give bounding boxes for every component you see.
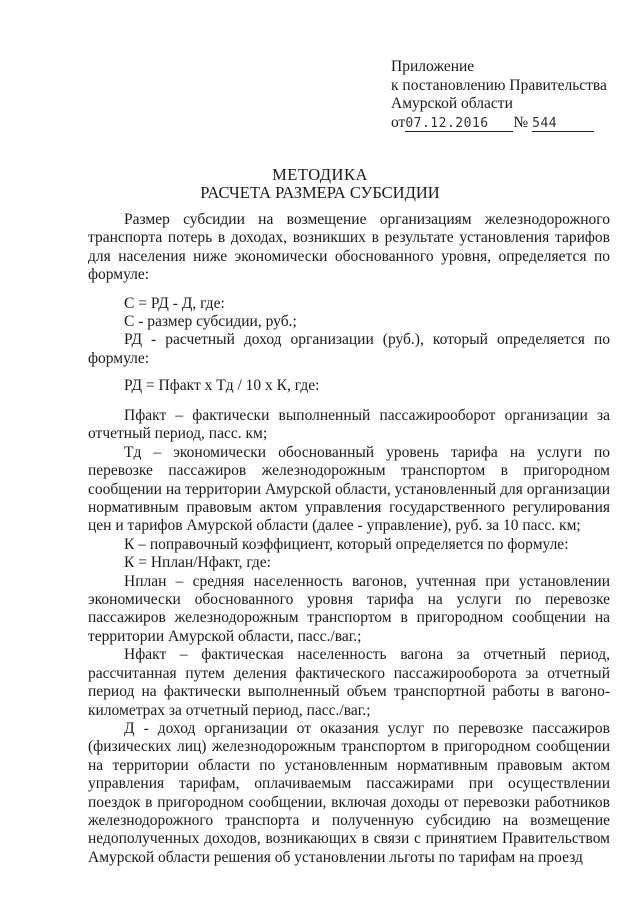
date-prefix: от	[391, 113, 406, 131]
number-field	[532, 115, 594, 132]
date-value: 07.12.2016	[405, 115, 489, 131]
definitions-block-1	[88, 313, 610, 368]
intro-paragraph: Размер субсидии на возмещение организациям железнодорожного транспорта потерь в доходах, возникших в результате установления тарифов для населения ниже экономически обоснованного уровня, определяется по формуле:	[88, 211, 610, 284]
document-title: МЕТОДИКА	[272, 165, 368, 184]
pfakt-definition: Пфакт – фактически выполненный пассажирооборот организации за отчетный период, пасс. км;	[88, 407, 610, 443]
date-number-line	[391, 114, 607, 133]
appendix-label: Приложение	[391, 58, 475, 75]
formula-k: К = Нплан/Нфакт, где:	[124, 554, 271, 572]
formula-subsidy: С = РД - Д, где:	[124, 295, 225, 312]
resolution-ref: к постановлению Правительства	[391, 76, 607, 94]
k-definition: К – поправочный коэффициент, который определяется по формуле:	[124, 535, 569, 553]
region-name: Амурской области	[391, 95, 513, 112]
number-value: 544	[532, 115, 558, 131]
td-definition: Тд – экономически обоснованный уровень тарифа на услуги по перевозке пассажиров железнодорожным транспортом в пригородном сообщении на территории Амурской области, установленный для организации нормативным правовым актом управления государственного регулирования цен и тарифов Амурской области (далее - управление), руб. за 10 пасс. км;	[88, 443, 610, 535]
formula-rd: РД = Пфакт х Тд / 10 х К, где:	[124, 377, 320, 394]
definitions-block-2	[88, 407, 610, 867]
number-prefix: №	[513, 113, 529, 131]
d-definition: Д - доход организации от оказания услуг по перевозке пассажиров (физических лиц) железнодорожным транспортом в пригородном сообщении на территории области по установленным нормативным правовым актом управления тарифам, оплачиваемым пассажирами при осуществлении поездок в пригородном сообщении, включая доходы от перевозки работников железнодорожного транспорта и полученную субсидию на возмещение недополученных доходов, возникающих в связи с принятием Правительством Амурской области решения об установлении льготы по тарифам на проезд	[88, 719, 610, 866]
c-definition: С - размер субсидии, руб.;	[124, 313, 297, 330]
nfakt-definition: Нфакт – фактическая населенность вагона за отчетный период, рассчитанная путем деления фактического пассажирооборота за отчетный период на фактически выполненный объем транспортной работы в вагоно-километрах за отчетный период, пасс./ваг.;	[88, 646, 610, 719]
document-subtitle: РАСЧЕТА РАЗМЕРА СУБСИДИИ	[200, 183, 440, 202]
appendix-header	[391, 58, 607, 132]
rd-definition: РД - расчетный доход организации (руб.), который определяется по формуле:	[88, 331, 610, 367]
date-field	[405, 115, 513, 132]
intro-paragraph-block	[88, 211, 610, 285]
nplan-definition: Нплан – средняя населенность вагонов, учтенная при установлении экономически обоснованного уровня тарифа на услуги по перевозке пассажиров железнодорожным транспортом в пригородном сообщении на территории Амурской области, пасс./ваг.;	[88, 572, 610, 645]
